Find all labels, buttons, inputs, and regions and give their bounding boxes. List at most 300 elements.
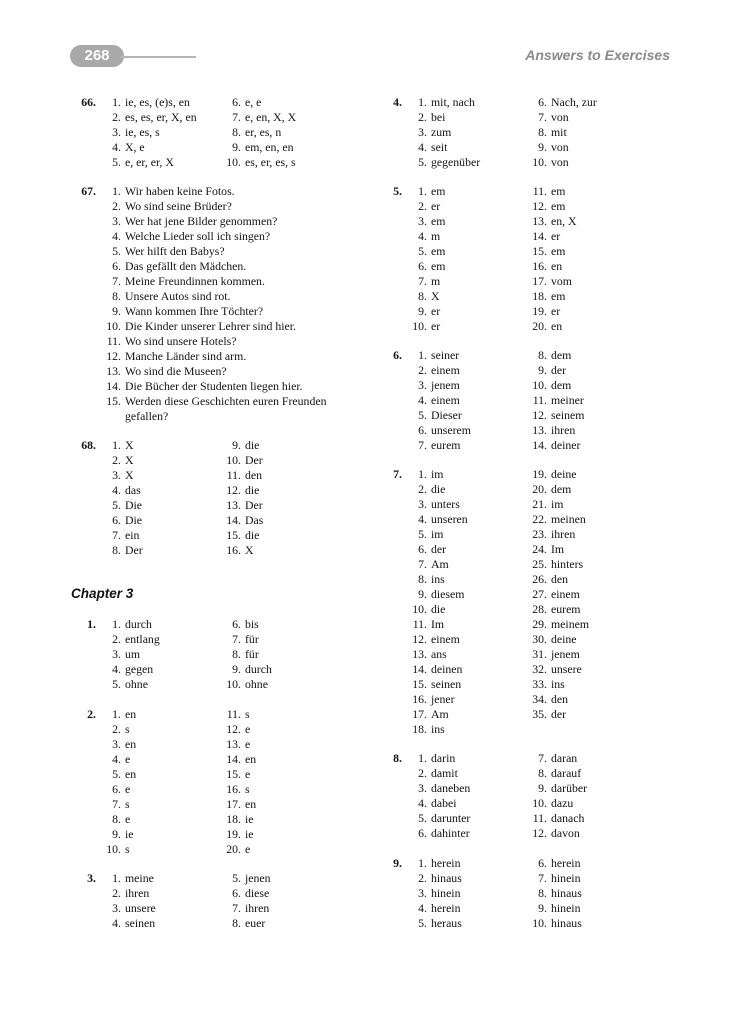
item-number: 7. <box>418 274 427 288</box>
header-rule <box>120 56 196 58</box>
item-number: 5. <box>418 527 427 541</box>
item-answer: hinein <box>551 901 581 915</box>
item-number: 12. <box>226 722 241 736</box>
item-answer: s <box>245 707 250 721</box>
item-number: 26. <box>532 572 547 586</box>
item-number: 20. <box>226 842 241 856</box>
item-number: 8. <box>538 125 547 139</box>
item-answer: en <box>551 259 563 273</box>
item-answer: ie, es, (e)s, en <box>125 95 190 109</box>
item-number: 4. <box>418 140 427 154</box>
item-number: 7. <box>538 871 547 885</box>
running-title: Answers to Exercises <box>525 47 670 63</box>
item-number: 14. <box>532 438 547 452</box>
item-answer: en <box>125 737 137 751</box>
item-answer: ihren <box>125 886 150 900</box>
item-number: 18. <box>532 289 547 303</box>
item-number: 17. <box>532 274 547 288</box>
item-answer: Der <box>245 498 263 512</box>
item-answer: ie <box>245 812 254 826</box>
item-answer: er <box>431 199 441 213</box>
item-answer: Die <box>125 498 143 512</box>
item-number: 8. <box>418 572 427 586</box>
item-answer: Das gefällt den Mädchen. <box>125 259 247 273</box>
item-number: 6. <box>232 617 241 631</box>
item-number: 16. <box>412 692 427 706</box>
item-number: 7. <box>538 110 547 124</box>
item-number: 10. <box>532 796 547 810</box>
item-answer: deiner <box>551 438 581 452</box>
item-number: 7. <box>232 901 241 915</box>
item-answer: ohne <box>125 677 148 691</box>
item-answer: Die Kinder unserer Lehrer sind hier. <box>125 319 296 333</box>
item-answer: unsere <box>125 901 156 915</box>
item-number: 19. <box>226 827 241 841</box>
item-answer: unters <box>431 497 460 511</box>
item-number: 1. <box>112 871 121 885</box>
item-number: 3. <box>418 781 427 795</box>
item-answer: er <box>551 304 561 318</box>
item-number: 7. <box>112 274 121 288</box>
item-answer: der <box>551 707 567 721</box>
exercise-number: 1. <box>87 617 96 631</box>
item-number: 12. <box>106 349 121 363</box>
item-number: 1. <box>112 95 121 109</box>
item-number: 22. <box>532 512 547 526</box>
item-answer: von <box>551 110 569 124</box>
item-answer: er <box>551 229 561 243</box>
item-number: 3. <box>112 214 121 228</box>
exercise-number: 3. <box>87 871 96 885</box>
item-number: 15. <box>106 394 121 408</box>
item-answer: darauf <box>551 766 582 780</box>
item-number: 11. <box>532 811 547 825</box>
item-answer: ins <box>551 677 565 691</box>
item-number: 5. <box>232 871 241 885</box>
item-number: 3. <box>418 497 427 511</box>
item-answer: durch <box>125 617 152 631</box>
item-answer: es, es, er, X, en <box>125 110 197 124</box>
item-number: 18. <box>226 812 241 826</box>
exercise-number: 2. <box>87 707 96 721</box>
item-number: 35. <box>532 707 547 721</box>
item-answer: seinen <box>125 916 156 930</box>
exercise-number: 67. <box>81 184 96 198</box>
exercise-number: 4. <box>393 95 402 109</box>
item-number: 4. <box>112 662 121 676</box>
item-number: 14. <box>106 379 121 393</box>
item-number: 13. <box>106 364 121 378</box>
item-answer: darüber <box>551 781 588 795</box>
item-number: 6. <box>112 782 121 796</box>
item-answer: Wo sind seine Brüder? <box>125 199 232 213</box>
item-answer: seinen <box>431 677 462 691</box>
item-answer: ein <box>125 528 140 542</box>
item-number: 6. <box>418 542 427 556</box>
item-number: 10. <box>532 155 547 169</box>
item-answer: Manche Länder sind arm. <box>125 349 247 363</box>
item-number: 4. <box>112 140 121 154</box>
item-answer: em <box>551 199 566 213</box>
item-answer: vom <box>551 274 572 288</box>
item-answer: den <box>551 572 569 586</box>
item-answer: davon <box>551 826 580 840</box>
item-number: 6. <box>538 95 547 109</box>
item-answer: es, er, es, s <box>245 155 296 169</box>
item-answer: X <box>125 468 134 482</box>
item-answer: er <box>431 319 441 333</box>
item-answer: gegenüber <box>431 155 481 169</box>
item-answer: für <box>245 647 259 661</box>
item-number: 4. <box>112 752 121 766</box>
item-number: 27. <box>532 587 547 601</box>
exercise-number: 8. <box>393 751 402 765</box>
item-number: 16. <box>532 259 547 273</box>
item-answer: meine <box>125 871 154 885</box>
item-number: 2. <box>112 110 121 124</box>
item-number: 32. <box>532 662 547 676</box>
item-answer: den <box>245 468 263 482</box>
item-answer: jener <box>431 692 455 706</box>
item-number: 13. <box>226 498 241 512</box>
item-answer: jenem <box>551 647 580 661</box>
item-number: 3. <box>418 125 427 139</box>
item-answer: en <box>551 319 563 333</box>
item-number: 9. <box>418 587 427 601</box>
item-answer: X <box>125 438 134 452</box>
item-answer: euer <box>245 916 266 930</box>
item-number: 5. <box>418 155 427 169</box>
item-answer: meinen <box>551 512 586 526</box>
item-answer: dem <box>551 482 572 496</box>
item-answer: diesem <box>431 587 465 601</box>
item-answer: einem <box>431 363 460 377</box>
item-number: 5. <box>112 155 121 169</box>
item-number: 10. <box>532 378 547 392</box>
item-number: 8. <box>538 886 547 900</box>
item-number: 13. <box>532 423 547 437</box>
item-number: 20. <box>532 482 547 496</box>
item-answer: Dieser <box>431 408 462 422</box>
item-number: 9. <box>232 662 241 676</box>
item-number: 14. <box>532 229 547 243</box>
item-answer: der <box>551 363 567 377</box>
item-number: 3. <box>112 125 121 139</box>
item-answer: Wo sind die Museen? <box>125 364 227 378</box>
item-answer: e <box>125 782 131 796</box>
item-answer: em, en, en <box>245 140 294 154</box>
item-answer: bis <box>245 617 259 631</box>
exercise-number: 68. <box>81 438 96 452</box>
item-number: 3. <box>112 901 121 915</box>
item-number: 1. <box>112 438 121 452</box>
item-number: 5. <box>112 244 121 258</box>
item-answer: em <box>551 244 566 258</box>
item-answer: e, e <box>245 95 262 109</box>
item-number: 25. <box>532 557 547 571</box>
item-number: 10. <box>226 677 241 691</box>
item-answer: hinaus <box>551 886 582 900</box>
item-answer: Im <box>431 617 445 631</box>
item-number: 11. <box>106 334 121 348</box>
item-number: 4. <box>418 796 427 810</box>
item-number: 14. <box>226 513 241 527</box>
item-answer: en, X <box>551 214 577 228</box>
item-number: 7. <box>112 528 121 542</box>
item-answer: herein <box>431 856 461 870</box>
item-answer: ihren <box>551 423 576 437</box>
item-answer: für <box>245 632 259 646</box>
item-answer: X <box>245 543 254 557</box>
item-number: 2. <box>418 482 427 496</box>
item-number: 11. <box>532 393 547 407</box>
item-number: 2. <box>418 363 427 377</box>
item-answer: daneben <box>431 781 471 795</box>
exercise-number: 7. <box>393 467 402 481</box>
item-number: 8. <box>112 289 121 303</box>
item-answer: im <box>551 497 564 511</box>
item-number: 10. <box>532 916 547 930</box>
item-number: 12. <box>226 483 241 497</box>
item-answer: Wer hilft den Babys? <box>125 244 225 258</box>
item-answer: darin <box>431 751 456 765</box>
item-answer: jenen <box>245 871 271 885</box>
item-number: 10. <box>226 453 241 467</box>
item-number: 12. <box>532 199 547 213</box>
item-number: 3. <box>112 647 121 661</box>
item-number: 4. <box>112 483 121 497</box>
item-answer: ie <box>245 827 254 841</box>
item-number: 4. <box>112 916 121 930</box>
item-answer: Wer hat jene Bilder genommen? <box>125 214 278 228</box>
item-answer: X <box>431 289 440 303</box>
item-number: 2. <box>112 886 121 900</box>
item-number: 4. <box>418 229 427 243</box>
item-number: 10. <box>106 319 121 333</box>
item-answer: en <box>245 752 257 766</box>
item-number: 9. <box>232 438 241 452</box>
item-answer: ohne <box>245 677 268 691</box>
item-answer: en <box>245 797 257 811</box>
item-answer: die <box>245 528 260 542</box>
item-answer: em <box>431 244 446 258</box>
item-number: 1. <box>418 856 427 870</box>
item-answer: ans <box>431 647 447 661</box>
item-answer: ihren <box>245 901 270 915</box>
item-number: 4. <box>112 229 121 243</box>
item-answer: Meine Freundinnen kommen. <box>125 274 265 288</box>
item-answer: Welche Lieder soll ich singen? <box>125 229 271 243</box>
item-answer: damit <box>431 766 458 780</box>
item-answer: em <box>551 184 566 198</box>
item-answer: e <box>125 812 131 826</box>
item-number: 9. <box>232 140 241 154</box>
item-answer: die <box>431 482 446 496</box>
item-answer: Der <box>125 543 143 557</box>
item-number: 12. <box>532 408 547 422</box>
item-answer: Im <box>551 542 565 556</box>
item-answer: er, es, n <box>245 125 282 139</box>
item-answer: s <box>125 722 130 736</box>
item-number: 6. <box>112 259 121 273</box>
item-answer: um <box>125 647 141 661</box>
item-number: 7. <box>538 751 547 765</box>
item-number: 8. <box>112 812 121 826</box>
item-answer: daran <box>551 751 578 765</box>
item-number: 3. <box>112 737 121 751</box>
item-answer: Nach, zur <box>551 95 597 109</box>
item-number: 8. <box>232 647 241 661</box>
item-number: 33. <box>532 677 547 691</box>
item-answer: unseren <box>431 512 468 526</box>
item-number: 8. <box>538 766 547 780</box>
item-number: 6. <box>232 95 241 109</box>
item-answer: ie <box>125 827 134 841</box>
item-answer: Wann kommen Ihre Töchter? <box>125 304 264 318</box>
item-number: 13. <box>412 647 427 661</box>
item-answer: deine <box>551 467 577 481</box>
item-number: 11. <box>532 184 547 198</box>
item-number: 5. <box>112 677 121 691</box>
item-answer: diese <box>245 886 270 900</box>
item-number: 2. <box>112 199 121 213</box>
item-number: 6. <box>418 259 427 273</box>
item-number: 14. <box>412 662 427 676</box>
item-answer: e <box>125 752 131 766</box>
item-answer: von <box>551 155 569 169</box>
item-number: 7. <box>232 110 241 124</box>
item-answer: seinem <box>551 408 585 422</box>
item-answer: hinein <box>431 886 461 900</box>
item-answer: Wir haben keine Fotos. <box>125 184 235 198</box>
item-answer: Unsere Autos sind rot. <box>125 289 231 303</box>
item-answer: hinein <box>551 871 581 885</box>
item-number: 9. <box>112 304 121 318</box>
item-answer: X <box>125 453 134 467</box>
item-number: 6. <box>232 886 241 900</box>
item-answer: m <box>431 229 441 243</box>
item-answer: mit, nach <box>431 95 475 109</box>
item-number: 20. <box>532 319 547 333</box>
item-number: 1. <box>112 617 121 631</box>
item-answer: dem <box>551 378 572 392</box>
item-answer: s <box>125 842 130 856</box>
item-number: 9. <box>538 140 547 154</box>
item-answer: e <box>245 737 251 751</box>
item-number: 1. <box>418 751 427 765</box>
item-answer: zum <box>431 125 452 139</box>
exercise-number: 6. <box>393 348 402 362</box>
item-answer: herein <box>431 901 461 915</box>
item-answer: X, e <box>125 140 145 154</box>
item-answer: die <box>245 483 260 497</box>
item-number: 1. <box>418 184 427 198</box>
item-number: 17. <box>226 797 241 811</box>
item-number: 28. <box>532 602 547 616</box>
item-answer: e <box>245 842 251 856</box>
item-number: 14. <box>226 752 241 766</box>
item-answer: em <box>551 289 566 303</box>
item-number: 1. <box>418 348 427 362</box>
item-number: 5. <box>418 916 427 930</box>
item-answer: mit <box>551 125 567 139</box>
item-number: 3. <box>418 886 427 900</box>
item-number: 7. <box>418 438 427 452</box>
item-number: 4. <box>418 393 427 407</box>
item-number: 2. <box>418 199 427 213</box>
item-answer: Der <box>245 453 263 467</box>
item-answer: seit <box>431 140 448 154</box>
item-answer: en <box>125 767 137 781</box>
item-number: 18. <box>412 722 427 736</box>
item-answer: unserem <box>431 423 471 437</box>
item-answer: ihren <box>551 527 576 541</box>
item-answer: von <box>551 140 569 154</box>
item-number: 19. <box>532 467 547 481</box>
item-answer: s <box>125 797 130 811</box>
item-answer: dabei <box>431 796 457 810</box>
item-answer: em <box>431 259 446 273</box>
item-answer: ins <box>431 572 445 586</box>
item-number: 10. <box>106 842 121 856</box>
item-answer: jenem <box>431 378 460 392</box>
item-answer: meiner <box>551 393 584 407</box>
item-answer: dahinter <box>431 826 470 840</box>
item-answer: meinem <box>551 617 590 631</box>
item-number: 8. <box>538 348 547 362</box>
item-number: 6. <box>418 826 427 840</box>
item-answer: im <box>431 527 444 541</box>
item-answer: darunter <box>431 811 471 825</box>
item-answer: der <box>431 542 447 556</box>
item-answer: en <box>125 707 137 721</box>
item-number: 11. <box>226 468 241 482</box>
item-answer: herein <box>551 856 581 870</box>
item-number: 5. <box>112 767 121 781</box>
item-number: 6. <box>538 856 547 870</box>
item-number: 6. <box>418 423 427 437</box>
item-answer: deinen <box>431 662 463 676</box>
item-number: 7. <box>232 632 241 646</box>
item-number: 3. <box>418 378 427 392</box>
item-answer: durch <box>245 662 272 676</box>
item-answer: e, er, er, X <box>125 155 174 169</box>
item-number: 2. <box>112 632 121 646</box>
item-number: 8. <box>232 916 241 930</box>
item-number: 2. <box>112 722 121 736</box>
item-answer: hinaus <box>431 871 462 885</box>
item-number: 5. <box>418 244 427 258</box>
item-answer: gegen <box>125 662 154 676</box>
item-number: 2. <box>418 110 427 124</box>
item-answer: deine <box>551 632 577 646</box>
item-answer: Das <box>245 513 264 527</box>
item-answer: die <box>431 602 446 616</box>
item-answer: Am <box>431 707 449 721</box>
item-answer: er <box>431 304 441 318</box>
item-answer: dazu <box>551 796 574 810</box>
item-number: 2. <box>418 766 427 780</box>
item-answer: unsere <box>551 662 582 676</box>
item-number: 11. <box>412 617 427 631</box>
item-number: 7. <box>418 557 427 571</box>
item-number: 16. <box>226 543 241 557</box>
item-answer: em <box>431 184 446 198</box>
item-number: 24. <box>532 542 547 556</box>
item-number: 34. <box>532 692 547 706</box>
item-number: 12. <box>412 632 427 646</box>
item-answer: bei <box>431 110 446 124</box>
